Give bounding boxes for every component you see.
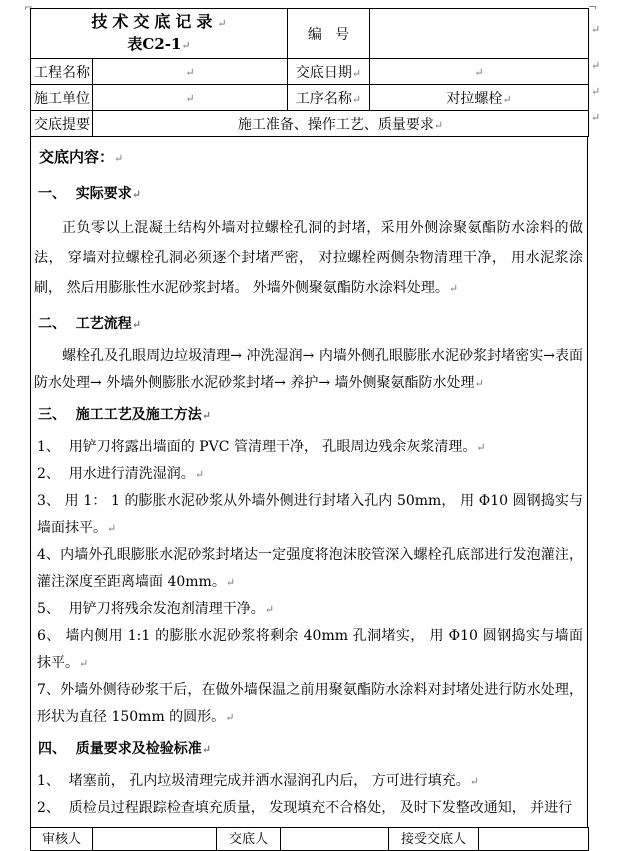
reviewer-value xyxy=(93,828,217,851)
signature-table xyxy=(30,827,589,851)
reviewer-label: 审核人 xyxy=(31,828,93,851)
summary-label: 交底提要 xyxy=(31,111,93,137)
number-value xyxy=(370,9,589,59)
process-name-value: 对拉螺栓↵ xyxy=(370,85,589,111)
section-3-title: 三、 施工工艺及施工方法↵ xyxy=(38,407,211,423)
paragraph-mark-right-4: ↵ xyxy=(591,111,601,124)
section-3-item-1: 1、 用铲刀将露出墙面的 PVC 管清理干净， 孔眼周边残余灰浆清理。↵ xyxy=(37,439,486,455)
discloser-value xyxy=(281,828,389,851)
section-1-text: 正负零以上混凝土结构外墙对拉螺栓孔洞的封堵，采用外侧涂聚氨酯防水涂料的做法， 穿墙对拉螺栓孔洞必须逐个封堵严密， 对拉螺栓两侧杂物清理干净， 用水泥浆涂刷， 然后用膨胀性水泥砂浆封堵。 外墙外侧聚氨酯防水涂料处理。↵ xyxy=(34,220,583,296)
section-3-item-5: 5、 用铲刀将残余发泡剂清理干净。↵ xyxy=(37,601,275,617)
corner-mark-top-left: ⌐ xyxy=(24,1,34,14)
construction-unit-label: 施工单位 xyxy=(31,85,93,111)
disclosure-record-page xyxy=(24,1,601,847)
date-value: ↵ xyxy=(370,59,589,85)
section-4-title: 四、 质量要求及检验标准↵ xyxy=(38,741,211,757)
section-1-title: 一、 实际要求↵ xyxy=(38,186,141,202)
section-3-item-3: 3、 用 1： 1 的膨胀水泥砂浆从外墙外侧进行封堵入孔内 50mm， 用 Φ10 圆钢捣实与墙面抹平。↵ xyxy=(37,493,583,536)
receiver-value xyxy=(479,828,589,851)
title-line-2: 表C2-1↵ xyxy=(127,34,191,53)
section-4-item-1: 1、 堵塞前， 孔内垃圾清理完成并洒水湿润孔内后， 方可进行填充。↵ xyxy=(37,773,479,789)
section-4-item-2: 2、 质检员过程跟踪检查填充质量， 发现填充不合格处， 及时下发整改通知， 并进行 xyxy=(37,800,573,816)
project-name-value: ↵ xyxy=(93,59,288,85)
section-2-title: 二、 工艺流程↵ xyxy=(38,316,141,332)
date-label: 交底日期↵ xyxy=(288,59,370,85)
number-label: 编 号 xyxy=(288,9,370,59)
paragraph-mark-right-2: ↵ xyxy=(591,59,601,72)
disclosure-content xyxy=(30,137,588,827)
title-cell xyxy=(31,9,288,59)
project-name-label: 工程名称 xyxy=(31,59,93,85)
process-name-label: 工序名称↵ xyxy=(288,85,370,111)
title-line-1: 技术交底记录↵ xyxy=(91,11,227,31)
paragraph-mark-right-3: ↵ xyxy=(591,85,601,98)
content-heading: 交底内容：↵ xyxy=(39,148,124,166)
section-2-text: 螺栓孔及孔眼周边垃圾清理→ 冲洗湿润→ 内墙外侧孔眼膨胀水泥砂浆封堵密实→表面防水处理→ 外墙外侧膨胀水泥砂浆封堵→ 养护→ 墙外侧聚氨酯防水处理↵ xyxy=(34,348,583,391)
paragraph-mark-right-1: ↵ xyxy=(591,23,601,36)
construction-unit-value: ↵ xyxy=(93,85,288,111)
corner-mark-top-right: ¬ xyxy=(588,1,598,14)
discloser-label: 交底人 xyxy=(217,828,281,851)
section-3-item-4: 4、内墙外孔眼膨胀水泥砂浆封堵达一定强度将泡沫胶管深入螺栓孔底部进行发泡灌注，灌注深度至距离墙面 40mm。↵ xyxy=(37,547,583,590)
summary-value: 施工准备、操作工艺、质量要求↵ xyxy=(93,111,589,137)
receiver-label: 接受交底人 xyxy=(389,828,479,851)
section-3-item-6: 6、 墙内侧用 1:1 的膨胀水泥砂浆将剩余 40mm 孔洞堵实， 用 Φ10 圆钢捣实与墙面抹平。↵ xyxy=(37,628,583,671)
section-3-item-2: 2、 用水进行清洗湿润。↵ xyxy=(37,466,205,482)
section-3-item-7: 7、外墙外侧待砂浆干后，在做外墙保温之前用聚氨酯防水涂料对封堵处进行防水处理，形状为直径 150mm 的圆形。↵ xyxy=(37,682,583,725)
header-table xyxy=(30,8,589,137)
